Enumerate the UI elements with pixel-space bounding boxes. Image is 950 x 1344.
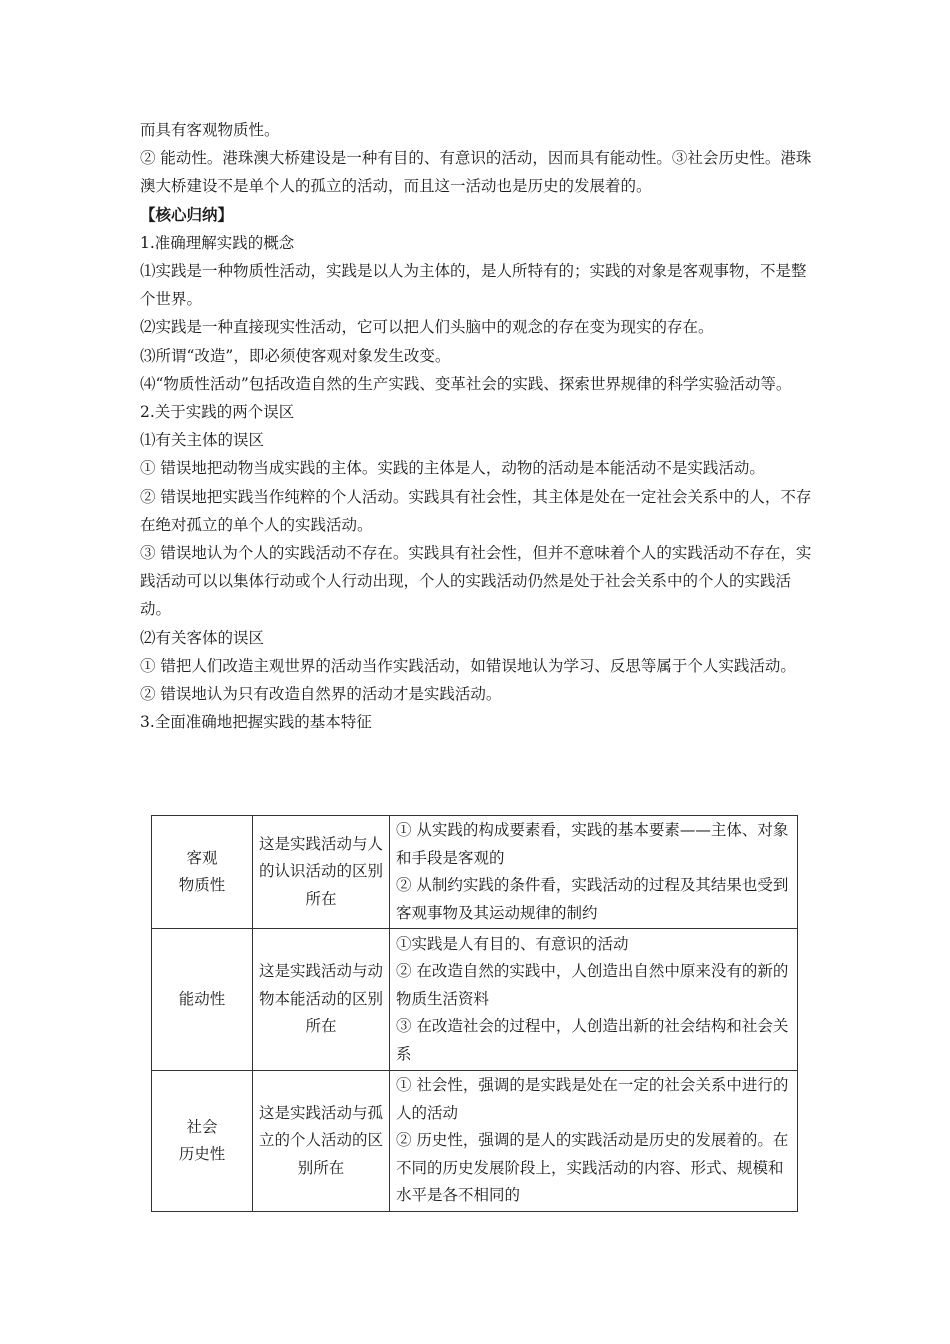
paragraph: ⑴实践是一种物质性活动，实践是以人为主体的，是人所特有的；实践的对象是客观事物，不是整个世界。 bbox=[140, 262, 807, 309]
feature-point: ② 在改造自然的实践中，人创造出自然中原来没有的新的物质生活资料 bbox=[396, 962, 789, 1008]
table-row bbox=[152, 929, 798, 1071]
paragraph: ② 错误地把实践当作纯粹的个人活动。实践具有社会性，其主体是处在一定社会关系中的人，不存在绝对孤立的单个人的实践活动。 bbox=[140, 487, 812, 534]
document-body bbox=[140, 116, 820, 736]
feature-point: ③ 在改造社会的过程中，人创造出新的社会结构和社会关系 bbox=[396, 1017, 789, 1063]
feature-name: 历史性 bbox=[178, 1145, 226, 1163]
paragraph: ⑶所谓“改造”，即必须使客观对象发生改变。 bbox=[140, 346, 451, 365]
feature-point: ② 从制约实践的条件看，实践活动的过程及其结果也受到客观事物及其运动规律的制约 bbox=[396, 876, 789, 922]
feature-points-cell bbox=[390, 816, 798, 929]
feature-points-cell bbox=[390, 929, 798, 1071]
paragraph: ② 能动性。港珠澳大桥建设是一种有目的、有意识的活动，因而具有能动性。③社会历史性。港珠澳大桥建设不是单个人的孤立的活动，而且这一活动也是历史的发展着的。 bbox=[140, 149, 812, 196]
paragraph: ① 错把人们改造主观世界的活动当作实践活动，如错误地认为学习、反思等属于个人实践活动。 bbox=[140, 656, 796, 675]
feature-point: ② 历史性，强调的是人的实践活动是历史的发展着的。在不同的历史发展阶段上，实践活动的内容、形式、规模和水平是各不相同的 bbox=[396, 1131, 789, 1205]
paragraph: ② 错误地认为只有改造自然界的活动才是实践活动。 bbox=[140, 685, 502, 704]
paragraph: ① 错误地把动物当成实践的主体。实践的主体是人，动物的活动是本能活动不是实践活动。 bbox=[140, 459, 765, 478]
paragraph: 1.准确理解实践的概念 bbox=[140, 233, 295, 252]
feature-name-cell bbox=[152, 816, 253, 929]
feature-name: 社会 bbox=[186, 1117, 218, 1136]
table-row bbox=[152, 1071, 798, 1212]
feature-name-cell bbox=[152, 1071, 253, 1212]
section-heading: 【核心归纳】 bbox=[140, 204, 234, 224]
feature-difference-cell: 这是实践活动与动物本能活动的区别所在 bbox=[253, 929, 390, 1071]
feature-difference-cell: 这是实践活动与人的认识活动的区别所在 bbox=[253, 816, 390, 929]
feature-difference-cell: 这是实践活动与孤立的个人活动的区别所在 bbox=[253, 1071, 390, 1212]
feature-name: 物质性 bbox=[178, 876, 226, 894]
paragraph: ⑵实践是一种直接现实性活动，它可以把人们头脑中的观念的存在变为现实的存在。 bbox=[140, 318, 714, 337]
paragraph: ③ 错误地认为个人的实践活动不存在。实践具有社会性，但并不意味着个人的实践活动不存在，实践活动可以以集体行动或个人行动出现，个人的实践活动仍然是处于社会关系中的个人的实践活动。 bbox=[140, 544, 812, 619]
paragraph: 而具有客观物质性。 bbox=[140, 121, 280, 139]
table-row bbox=[152, 816, 798, 929]
feature-point: ① 社会性，强调的是实践是处在一定的社会关系中进行的人的活动 bbox=[396, 1076, 789, 1122]
feature-point: ① 从实践的构成要素看，实践的基本要素——主体、对象和手段是客观的 bbox=[396, 821, 789, 867]
feature-points-cell bbox=[390, 1071, 798, 1212]
feature-point: ①实践是人有目的、有意识的活动 bbox=[396, 934, 629, 953]
paragraph: 2.关于实践的两个误区 bbox=[140, 403, 295, 422]
paragraph: 3.全面准确地把握实践的基本特征 bbox=[140, 713, 372, 732]
paragraph: ⑵有关客体的误区 bbox=[140, 628, 265, 647]
paragraph: ⑴有关主体的误区 bbox=[140, 431, 265, 450]
practice-features-table bbox=[151, 815, 798, 1212]
feature-name: 客观 bbox=[186, 848, 218, 867]
feature-name: 能动性 bbox=[178, 989, 226, 1008]
feature-name-cell bbox=[152, 929, 253, 1071]
paragraph: ⑷“物质性活动”包括改造自然的生产实践、变革社会的实践、探索世界规律的科学实验活动等。 bbox=[140, 374, 792, 393]
